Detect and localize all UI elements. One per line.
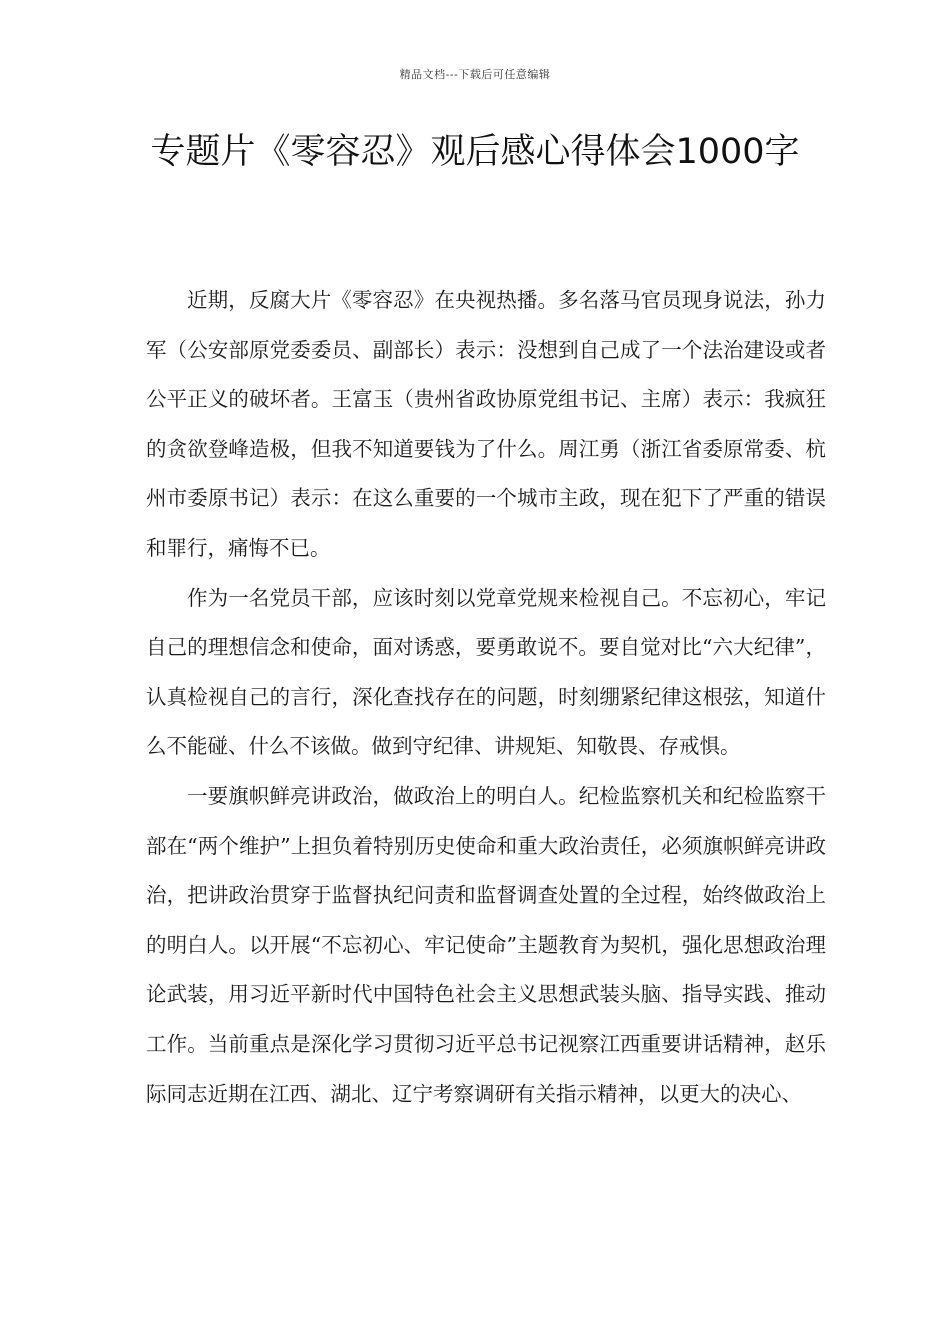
document-body (146, 276, 826, 1119)
document-title: 专题片《零容忍》观后感心得体会1000字 (150, 132, 800, 172)
paragraph-2: 作为一名党员干部，应该时刻以党章党规来检视自己。不忘初心，牢记自己的理想信念和使命，面对诱惑，要勇敢说不。要自觉对比“六大纪律”，认真检视自己的言行，深化查找存在的问题，时刻绷紧纪律这根弦，知道什么不能碰、什么不该做。做到守纪律、讲规矩、知敬畏、存戒惧。 (146, 585, 826, 759)
paragraph-3: 一要旗帜鲜亮讲政治，做政治上的明白人。纪检监察机关和纪检监察干部在“两个维护”上担负着特别历史使命和重大政治责任，必须旗帜鲜亮讲政治，把讲政治贯穿于监督执纪问责和监督调查处置的全过程，始终做政治上的明白人。以开展“不忘初心、牢记使命”主题教育为契机，强化思想政治理论武装，用习近平新时代中国特色社会主义思想武装头脑、指导实践、推动工作。当前重点是深化学习贯彻习近平总书记视察江西重要讲话精神，赵乐际同志近期在江西、湖北、辽宁考察调研有关指示精神，以更大的决心、 (146, 783, 826, 1106)
paragraph-1: 近期，反腐大片《零容忍》在央视热播。多名落马官员现身说法，孙力军（公安部原党委委员、副部长）表示：没想到自己成了一个法治建设或者公平正义的破坏者。王富玉（贵州省政协原党组书记、主席）表示：我疯狂的贪欲登峰造极，但我不知道要钱为了什么。周江勇（浙江省委原常委、杭州市委原书记）表示：在这么重要的一个城市主政，现在犯下了严重的错误和罪行，痛悔不已。 (146, 288, 826, 560)
page-header-note: 精品文档---下载后可任意编辑 (399, 68, 551, 81)
